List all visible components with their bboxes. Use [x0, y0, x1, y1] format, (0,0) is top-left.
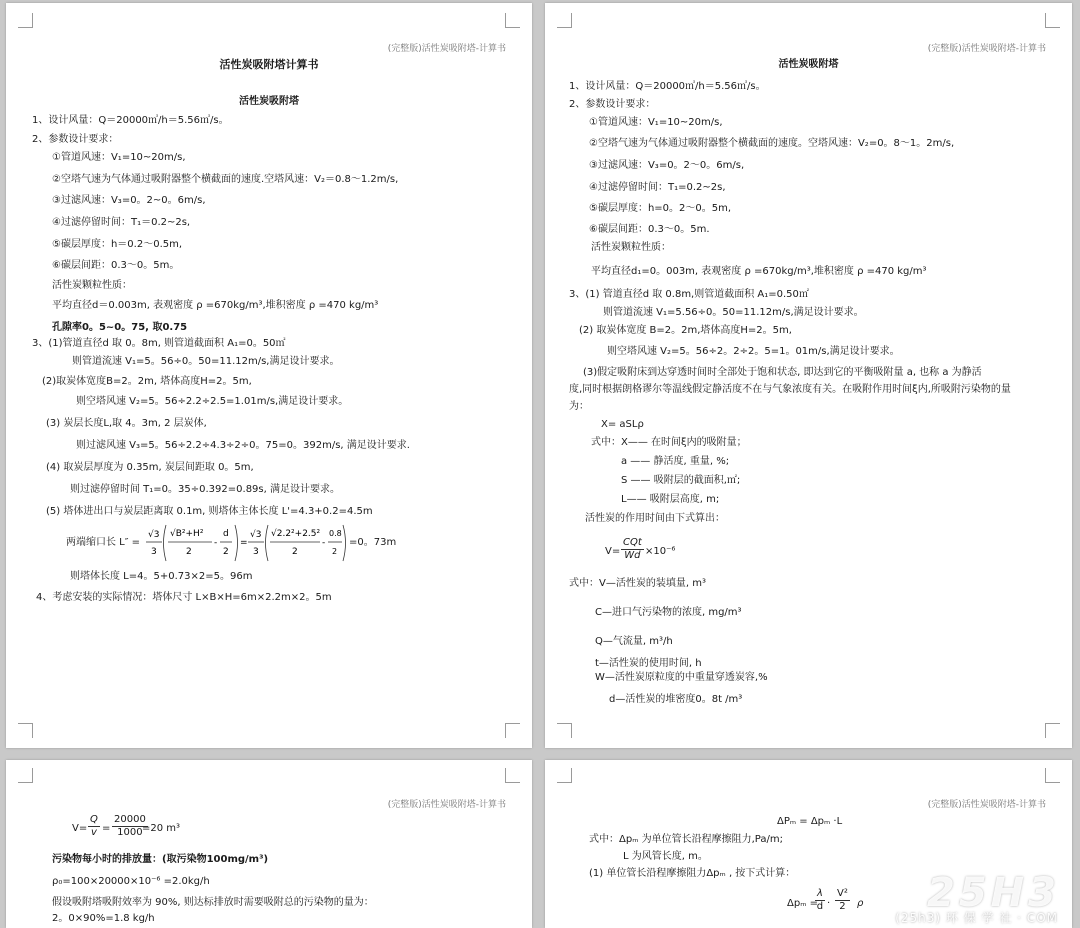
text-line: (1) 单位管长沿程摩擦阻力Δpₘ , 按下式计算：	[589, 868, 796, 879]
page-corner-mark	[18, 723, 33, 738]
text-line: ①管道风速：V₁=10~20m/s,	[589, 117, 723, 128]
text-line: ④过滤停留时间：T₁＝0.2~2s,	[52, 217, 191, 228]
text-line: =	[102, 823, 111, 834]
text-line: (2) 取炭体宽度 B=2。2m,塔体高度H=2。5m,	[579, 325, 792, 336]
text-line: 1、设计风量：Q＝20000㎥/h＝5.56㎥/s。	[569, 81, 766, 92]
fraction-numerator: CQt	[623, 537, 642, 548]
text-line: ②空塔气速为气体通过吸附器整个横截面的速度。空塔风速：V₂=0。8～1。2m/s,	[589, 138, 955, 149]
page-corner-mark	[557, 723, 572, 738]
text-line: 式中：Δpₘ 为单位管长沿程摩擦阻力,Pa/m;	[589, 834, 783, 845]
svg-text:0.8: 0.8	[329, 529, 342, 538]
text-line: ρ₀=100×20000×10⁻⁶ =2.0kg/h	[52, 876, 210, 887]
text-line: 平均直径d₁=0。003m, 表观密度 ρ =670kg/m³,堆积密度 ρ =470 kg/m³	[591, 266, 927, 277]
text-line: 平均直径d＝0.003m, 表观密度 ρ =670kg/m³,堆积密度 ρ =470 kg/m³	[52, 300, 379, 311]
svg-text:2: 2	[292, 547, 298, 557]
document-page-1	[6, 3, 532, 748]
page-corner-mark	[505, 13, 520, 28]
text-line: ΔPₘ = Δpₘ ·L	[777, 816, 843, 827]
text-line: V=	[605, 546, 621, 557]
text-line: 则管道流速 V₁=5.56÷0。50=11.12m/s,满足设计要求。	[603, 307, 864, 318]
doc-title: 活性炭吸附塔	[778, 59, 839, 70]
doc-title: 活性炭吸附塔计算书	[219, 58, 319, 71]
text-line: ⑥碳层间距：0.3～0。5m。	[52, 260, 180, 271]
text-line: 则空塔风速 V₂=5。56÷2。2÷2。5=1。01m/s,满足设计要求。	[607, 346, 900, 357]
page-corner-mark	[1045, 723, 1060, 738]
text-line: ④过滤停留时间：T₁=0.2~2s,	[589, 182, 726, 193]
doc-subtitle: 活性炭吸附塔	[239, 96, 299, 107]
document-page-4	[545, 760, 1072, 928]
text-line: 2、参数设计要求：	[32, 134, 119, 145]
text-line: 假设吸附塔吸附效率为 90%, 则达标排放时需要吸附总的污染物的量为：	[52, 897, 374, 908]
text-line: 孔隙率0。5~0。75, 取0.75	[52, 322, 188, 333]
fraction-numerator: λ	[817, 888, 823, 899]
fraction-denominator: Wd	[624, 550, 641, 561]
text-line: (5) 塔体进出口与炭层距离取 0.1m, 则塔体主体长度 L'=4.3+0.2=4.5m	[46, 506, 373, 517]
svg-text:3: 3	[151, 547, 157, 557]
formula-fraction	[621, 537, 644, 562]
page-corner-mark	[1045, 13, 1060, 28]
page-corner-mark	[557, 13, 572, 28]
svg-text:√B²+H²: √B²+H²	[170, 529, 204, 539]
text-line: 活性炭的作用时间由下式算出：	[585, 513, 725, 524]
fraction-numerator: V²	[837, 888, 848, 899]
page-header: (完整版)活性炭吸附塔-计算书	[927, 44, 1046, 54]
svg-text:=: =	[240, 538, 248, 548]
fraction-denominator: d	[816, 901, 824, 912]
text-line: =0。73m	[349, 537, 397, 548]
page-header: (完整版)活性炭吸附塔-计算书	[927, 800, 1046, 810]
formula-fraction	[835, 888, 850, 913]
text-line: V=	[72, 823, 88, 834]
svg-text:2: 2	[223, 547, 229, 557]
text-line: 式中：X—— 在时间ξ内的吸附量；	[591, 437, 747, 448]
text-line: ②空塔气速为气体通过吸附器整个横截面的速度.空塔风速：V₂＝0.8～1.2m/s,	[52, 174, 399, 185]
formula-fraction	[88, 814, 100, 839]
page-corner-mark	[18, 768, 33, 783]
svg-text:√3: √3	[250, 530, 262, 540]
text-line: 则塔体长度 L=4。5+0.73×2=5。96m	[70, 571, 253, 582]
page-header: (完整版)活性炭吸附塔-计算书	[387, 800, 506, 810]
page-corner-mark	[557, 768, 572, 783]
text-line: (4) 取炭层厚度为 0.35m, 炭层间距取 0。5m,	[46, 462, 254, 473]
watermark-site-text: (25h3) 环 保 学 社 · COM	[895, 911, 1058, 925]
svg-text:√2.2²+2.5²: √2.2²+2.5²	[271, 529, 321, 539]
watermark-logo-text: 25H3	[927, 870, 1060, 916]
formula-graphic	[146, 521, 346, 565]
fraction-denominator: 1000	[117, 827, 143, 838]
text-line: L—— 吸附层高度, m;	[621, 494, 720, 505]
text-line: 则过滤停留时间 T₁=0。35÷0.392=0.89s, 满足设计要求。	[70, 484, 340, 495]
text-line: 活性炭颗粒性质：	[591, 242, 671, 253]
text-line: ⑤碳层厚度：h＝0.2～0.5m,	[52, 239, 183, 250]
svg-text:3: 3	[253, 547, 259, 557]
text-line: C—进口气污染物的浓度, mg/m³	[595, 607, 742, 618]
page-corner-mark	[18, 13, 33, 28]
text-line: 为：	[569, 401, 589, 412]
page-header: (完整版)活性炭吸附塔-计算书	[387, 44, 506, 54]
watermark-logo	[874, 868, 1064, 928]
fraction-denominator: v	[90, 827, 97, 838]
svg-text:2: 2	[332, 547, 338, 556]
text-line: 度,同时根据朗格谬尔等温线假定静活度不在与气象浓度有关。在吸附作用时间ξ内,所吸附污染物的量	[569, 384, 1011, 395]
text-line: 两端缩口长 L″ =	[66, 537, 141, 548]
text-line: d—活性炭的堆密度0。8t /m³	[609, 694, 743, 705]
fraction-numerator: Q	[90, 814, 98, 825]
text-line: ③过滤风速：V₃=0。2~0。6m/s,	[52, 195, 206, 206]
page-corner-mark	[505, 768, 520, 783]
text-line: ·	[827, 898, 831, 909]
text-line: 则空塔风速 V₂=5。56÷2.2÷2.5=1.01m/s,满足设计要求。	[76, 396, 349, 407]
text-line: L 为风管长度, m。	[623, 851, 708, 862]
page-corner-mark	[505, 723, 520, 738]
formula-fraction	[815, 888, 825, 913]
text-line: 4、考虑安装的实际情况：塔体尺寸 L×B×H=6m×2.2m×2。5m	[36, 592, 332, 603]
text-line: 式中：V—活性炭的装填量, m³	[569, 578, 706, 589]
text-line: ⑥碳层间距：0.3～0。5m.	[589, 224, 710, 235]
text-line: S —— 吸附层的截面积,㎡;	[621, 475, 741, 486]
text-line: W—活性炭原粒度的中重量穿透炭容,%	[595, 672, 768, 683]
page-corner-mark	[1045, 768, 1060, 783]
text-line: 3、(1) 管道直径d 取 0.8m,则管道截面积 A₁=0.50㎡	[569, 289, 809, 300]
text-line: a —— 静活度, 重量, %;	[621, 456, 730, 467]
svg-text:√3: √3	[148, 530, 160, 540]
svg-text:d: d	[223, 529, 229, 539]
text-line: t—活性炭的使用时间, h	[595, 658, 702, 669]
text-line: 3、(1)管道直径d 取 0。8m, 则管道截面积 A₁=0。50㎡	[32, 338, 286, 349]
text-line: ①管道风速：V₁=10~20m/s,	[52, 152, 186, 163]
fraction-numerator: 20000	[114, 814, 146, 825]
text-line: ρ	[857, 898, 864, 909]
text-line: 2。0×90%=1.8 kg/h	[52, 913, 155, 924]
text-line: =20 m³	[142, 823, 181, 834]
text-line: 污染物每小时的排放量：(取污染物100mg/m³)	[52, 854, 269, 865]
svg-text:-: -	[214, 538, 218, 548]
text-line: ×10⁻⁶	[645, 546, 676, 557]
text-line: X= aSLρ	[601, 419, 644, 430]
text-line: ③过滤风速：V₃=0。2～0。6m/s,	[589, 160, 745, 171]
svg-text:2: 2	[186, 547, 192, 557]
text-line: 则过滤风速 V₃=5。56÷2.2÷4.3÷2÷0。75=0。392m/s, 满足设计要求.	[76, 440, 410, 451]
text-line: Δpₘ =	[787, 898, 818, 909]
text-line: 则管道流速 V₁=5。56÷0。50=11.12m/s,满足设计要求。	[72, 356, 340, 367]
text-line: ⑤碳层厚度：h=0。2～0。5m,	[589, 203, 732, 214]
text-line: 1、设计风量：Q＝20000㎥/h＝5.56㎥/s。	[32, 115, 229, 126]
document-page-2	[545, 3, 1072, 748]
text-line: (3)假定吸附床到达穿透时间时全部处于饱和状态, 即达到它的平衡吸附量 a, 也称 a 为静活	[583, 367, 982, 378]
text-line: 活性炭颗粒性质：	[52, 280, 132, 291]
text-line: 2、参数设计要求：	[569, 99, 656, 110]
svg-text:-: -	[322, 538, 326, 548]
fraction-denominator: 2	[839, 901, 846, 912]
text-line: (2)取炭体宽度B=2。2m, 塔体高度H=2。5m,	[42, 376, 252, 387]
document-page-3	[6, 760, 532, 928]
text-line: (3) 炭层长度L,取 4。3m, 2 层炭体,	[46, 418, 207, 429]
text-line: Q—气流量, m³/h	[595, 636, 673, 647]
